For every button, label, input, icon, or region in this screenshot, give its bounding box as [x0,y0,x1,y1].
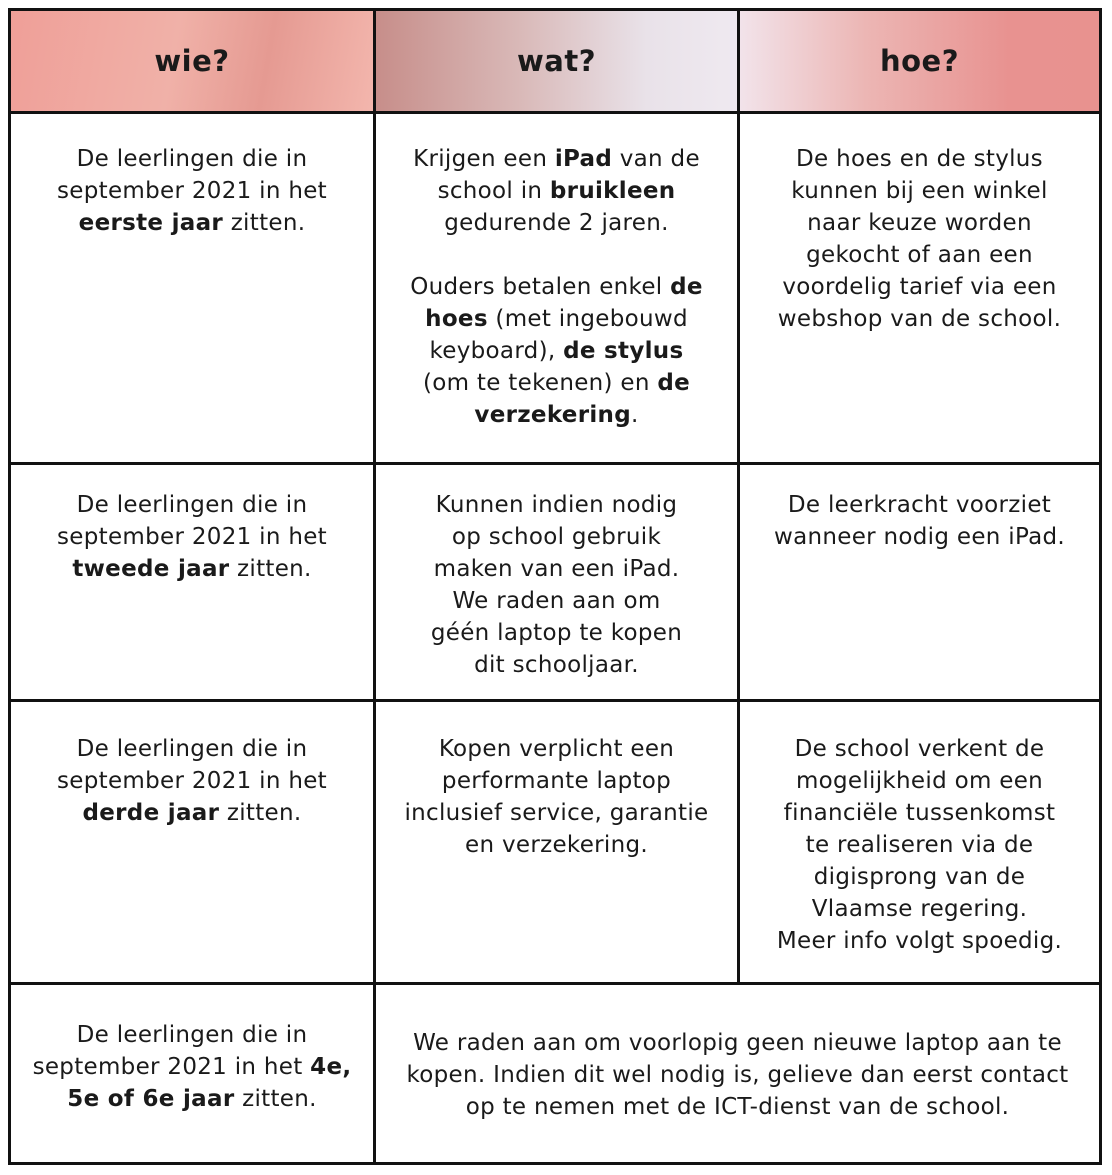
header-how [740,11,1099,111]
how-line: mogelijkheid om een [795,768,1044,794]
merged-line: op te nemen met de ICT-dienst van de school. [465,1094,1010,1120]
how-line: De leerkracht voorziet [787,492,1052,518]
what-text: . [630,402,639,428]
header-how-label: hoe? [879,44,960,78]
who-line: september 2021 in het [57,524,327,550]
what-line: maken van een iPad. [433,556,680,582]
row2-who-cell [11,489,373,585]
what-line: op school gebruik [451,524,662,550]
who-year: eerste jaar [78,210,224,236]
how-line: naar keuze worden [807,210,1032,236]
who-line: De leerlingen die in [76,736,308,762]
who-year: derde jaar [82,800,220,826]
merged-line: We raden aan om voorlopig geen nieuwe laptop aan te [413,1030,1062,1056]
who-year: tweede jaar [72,556,230,582]
what-text: school in [437,178,550,204]
how-line: Meer info volgt spoedig. [776,928,1063,954]
who-line: september 2021 in het [32,1054,311,1080]
what-line: géén laptop te kopen [430,620,683,646]
what-text: (om te tekenen) en [422,370,658,396]
how-line: wanneer nodig een iPad. [774,524,1065,550]
how-line: De hoes en de stylus [796,146,1043,172]
what-line: performante laptop [441,768,672,794]
who-line: september 2021 in het [57,768,327,794]
what-line: dit schooljaar. [474,652,639,678]
who-line: zitten. [234,1086,317,1112]
what-text: keyboard), [429,338,564,364]
row3-how-cell [740,733,1099,957]
what-bold: verzekering [474,402,631,428]
how-line: digisprong van de [813,864,1026,890]
who-line: De leerlingen die in [76,492,308,518]
merged-line: kopen. Indien dit wel nodig is, gelieve dan eerst contact [406,1062,1069,1088]
what-bold: iPad [554,146,613,172]
header-what [376,11,737,111]
info-table [8,8,1102,1165]
what-line: Kunnen indien nodig [435,492,678,518]
row1-how-cell [740,143,1099,335]
who-line: De leerlingen die in [76,1022,308,1048]
header-who [11,11,373,111]
what-bold: hoes [425,306,488,332]
row-divider [11,982,1099,985]
who-line: september 2021 in het [57,178,327,204]
what-bold: de [670,274,703,300]
how-line: kunnen bij een winkel [791,178,1048,204]
who-line: zitten. [229,556,312,582]
what-line: en verzekering. [465,832,648,858]
what-text: Krijgen een [413,146,555,172]
what-text: van de [612,146,700,172]
what-bold: bruikleen [549,178,676,204]
row-divider [11,111,1099,114]
what-line: inclusief service, garantie [404,800,709,826]
what-line: We raden aan om [452,588,661,614]
header-who-label: wie? [154,44,230,78]
who-line: zitten. [223,210,306,236]
header-what-label: wat? [516,44,597,78]
what-line: Kopen verplicht een [438,736,675,762]
who-line: zitten. [219,800,302,826]
how-line: te realiseren via de [805,832,1034,858]
what-text: gedurende 2 jaren. [444,210,669,236]
row-divider [11,699,1099,702]
what-text: (met ingebouwd [487,306,688,332]
row2-what-cell [376,489,737,681]
row1-what-cell [376,143,737,431]
what-bold: de [657,370,691,396]
row-divider [11,462,1099,465]
how-line: webshop van de school. [777,306,1062,332]
row2-how-cell [740,489,1099,553]
what-text: Ouders betalen enkel [410,274,671,300]
who-line: De leerlingen die in [76,146,308,172]
row4-merged-cell [376,1027,1099,1123]
row3-who-cell [11,733,373,829]
how-line: financiële tussenkomst [783,800,1056,826]
row4-who-cell [11,1019,373,1115]
how-line: voordelig tarief via een [782,274,1057,300]
what-bold: de stylus [563,338,684,364]
how-line: De school verkent de [794,736,1045,762]
how-line: Vlaamse regering. [811,896,1028,922]
who-year: 4e, [310,1054,352,1080]
row3-what-cell [376,733,737,861]
who-year: 5e of 6e jaar [67,1086,235,1112]
how-line: gekocht of aan een [806,242,1033,268]
row1-who-cell [11,143,373,239]
